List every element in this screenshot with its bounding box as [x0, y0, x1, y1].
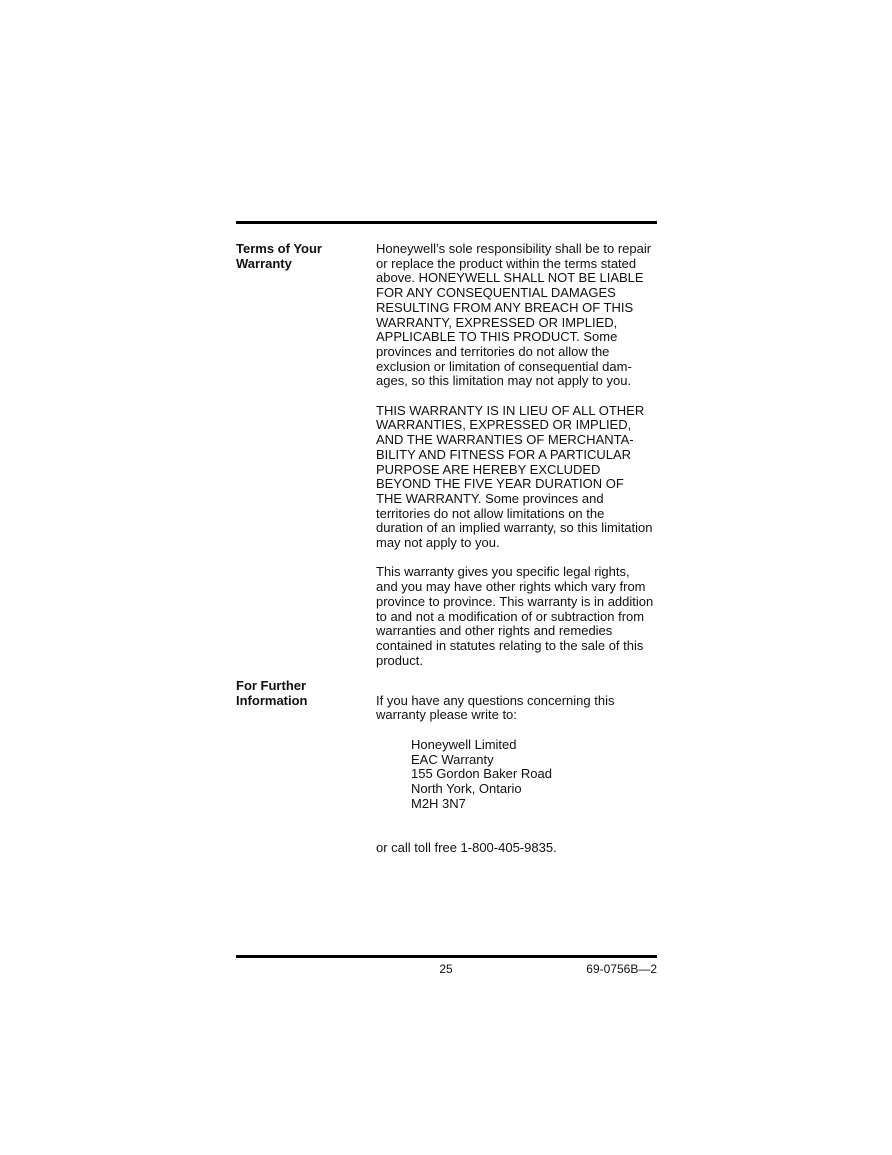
mailing-address: Honeywell Limited EAC Warranty 155 Gordon Baker Road North York, Ontario M2H 3N7 — [411, 736, 552, 811]
document-code: 69-0756B—2 — [586, 962, 657, 976]
section-heading: Terms of Your Warranty — [236, 241, 322, 271]
section-body — [376, 679, 658, 855]
paragraph-lieu-of-warranties: THIS WARRANTY IS IN LIEU OF ALL OTHER WARRANTIES, EXPRESSED OR IMPLIED, AND THE WARRANTIES OF MERCHANTA- BILITY AND FITNESS FOR A PARTICULAR PURPOSE ARE HEREBY EXCLUDED BEYOND THE FIVE YEAR DURATION OF THE WARRANTY. Some provinces and territories do not allow limitations on the duration of an implied warranty, so this limitation may not apply to you. — [376, 402, 653, 551]
page-number: 25 — [439, 962, 453, 976]
contact-block — [376, 679, 658, 826]
section-body — [376, 242, 658, 668]
bottom-rule — [236, 955, 657, 958]
paragraph-legal-rights: This warranty gives you specific legal rights, and you may have other rights which vary from province to province. This warranty is in addition to and not a modification of or subtraction from warranties and other rights and remedies contained in statutes relating to the sale of this product. — [376, 564, 654, 668]
section-heading: For Further Information — [236, 678, 308, 708]
top-rule — [236, 221, 657, 224]
toll-free-line: or call toll free 1-800-405-9835. — [376, 839, 557, 855]
paragraph-sole-responsibility: Honeywell’s sole responsibility shall be to repair or replace the product within the terms stated above. HONEYWELL SHALL NOT BE LIABLE FOR ANY CONSEQUENTIAL DAMAGES RESULTING FROM ANY BREACH OF THIS WARRANTY, EXPRESSED OR IMPLIED, APPLICABLE TO THIS PRODUCT. Some provinces and territories do not allow the exclusion or limitation of consequential dam- ages, so this limitation may not apply to you. — [376, 241, 652, 389]
contact-intro: If you have any questions concerning this warranty please write to: — [376, 692, 615, 723]
